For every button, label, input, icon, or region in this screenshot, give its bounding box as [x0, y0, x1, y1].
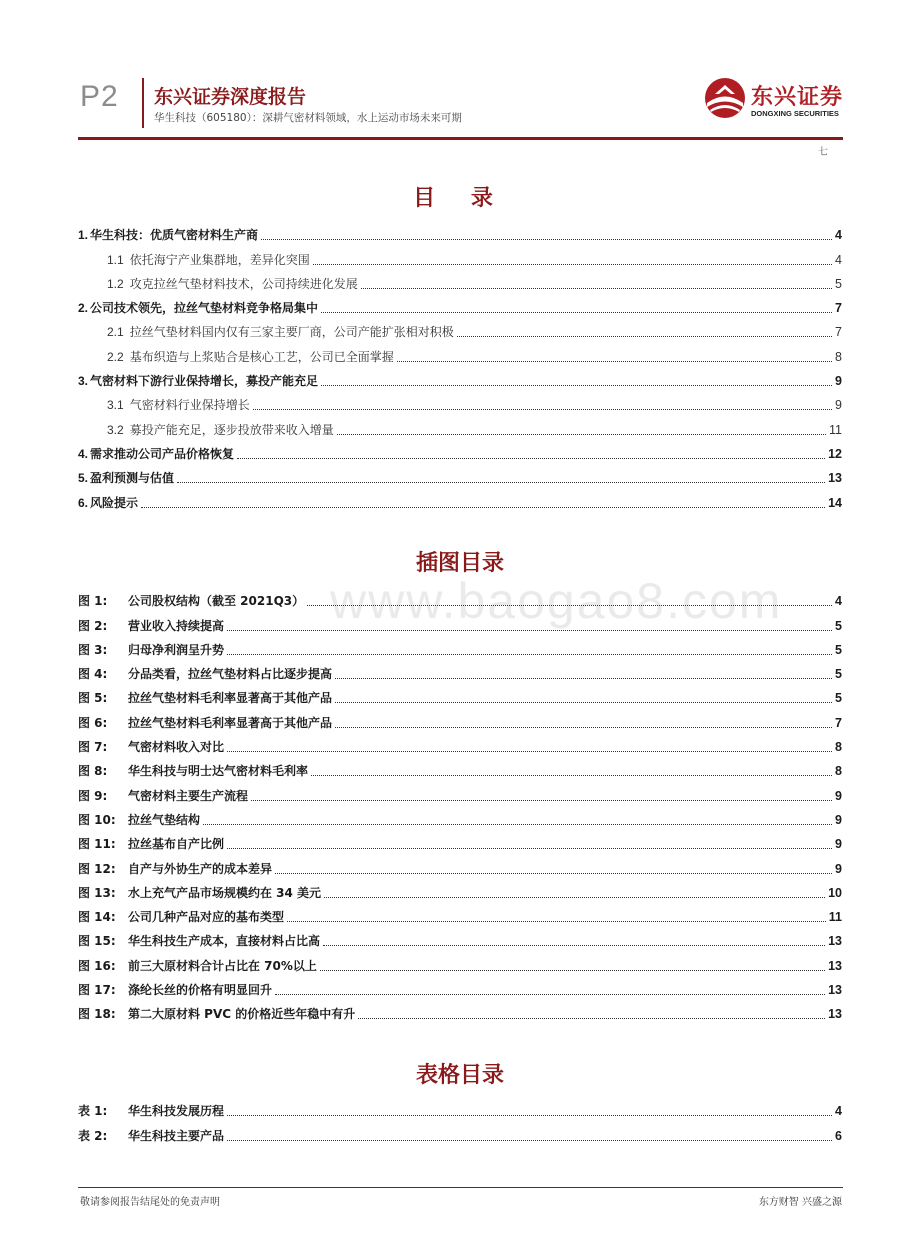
figure-entry-text: 公司几种产品对应的基布类型 — [128, 910, 285, 925]
toc-entry[interactable] — [78, 268, 842, 292]
toc-entry-text: 华生科技：优质气密材料生产商 — [90, 228, 259, 243]
figure-entry-text: 涤纶长丝的价格有明显回升 — [128, 983, 273, 998]
figure-entry-page: 7 — [835, 715, 842, 730]
toc-entry-number: 2.1 — [107, 325, 124, 340]
toc-entry-label — [78, 374, 318, 389]
figure-entry[interactable] — [78, 852, 842, 876]
logo-text-en: DONGXING SECURITIES — [751, 109, 839, 118]
figure-entry-label — [78, 667, 332, 682]
toc-entry-number: 3.2 — [107, 422, 124, 437]
table-entry-page: 6 — [835, 1128, 842, 1143]
figure-entry-number: 图 15: — [78, 934, 116, 949]
figure-entry-text: 拉丝气垫材料毛利率显著高于其他产品 — [128, 691, 333, 706]
figure-entry-label — [78, 910, 284, 925]
figure-entry-label — [78, 691, 332, 706]
figure-entry-text: 分品类看，拉丝气垫材料占比逐步提高 — [128, 667, 333, 682]
figure-entry[interactable] — [78, 585, 842, 609]
figure-entry-page: 5 — [835, 667, 842, 682]
figure-entry-number: 图 5: — [78, 691, 108, 706]
dot-leader — [321, 312, 832, 313]
figure-entry-label — [78, 886, 321, 901]
figure-entry-page: 5 — [835, 618, 842, 633]
figure-entry[interactable] — [78, 877, 842, 901]
toc-entry-page: 11 — [829, 422, 842, 437]
dot-leader — [141, 507, 825, 508]
toc-entry-page: 9 — [835, 374, 842, 389]
dot-leader — [335, 702, 832, 703]
figure-entry-page: 9 — [835, 812, 842, 827]
toc-entry-text: 拉丝气垫材料国内仅有三家主要厂商，公司产能扩张相对积极 — [129, 325, 454, 340]
toc-title: 目 录 — [413, 186, 507, 211]
toc-entry-page: 12 — [828, 446, 842, 461]
toc-entry-label — [107, 350, 394, 365]
toc-entry-number: 5. — [78, 471, 89, 486]
dot-leader — [253, 409, 832, 410]
figure-entry-label — [78, 934, 320, 949]
toc-entry[interactable] — [78, 365, 842, 389]
figure-entry-page: 13 — [828, 1007, 842, 1022]
figure-entry-number: 图 9: — [78, 788, 108, 803]
figure-entry-page: 8 — [835, 764, 842, 779]
figure-entry-page: 13 — [828, 983, 842, 998]
header-divider — [142, 78, 144, 128]
report-subtitle: 华生科技（605180）：深耕气密材料领域，水上运动市场未来可期 — [154, 112, 462, 124]
toc-entry[interactable] — [78, 486, 842, 510]
figure-entry-number: 图 3: — [78, 642, 108, 657]
figure-entry-page: 9 — [835, 837, 842, 852]
figure-entry[interactable] — [78, 974, 842, 998]
dot-leader — [227, 848, 832, 849]
dot-leader — [227, 630, 832, 631]
figure-entry-label — [78, 619, 224, 634]
table-entry-text: 华生科技发展历程 — [128, 1104, 225, 1119]
toc-entry-label — [107, 398, 250, 413]
toc-list — [78, 219, 842, 511]
figure-entry-label — [78, 740, 224, 755]
dot-leader — [275, 994, 825, 995]
logo-emblem-icon — [703, 76, 747, 120]
toc-entry-text: 公司技术领先，拉丝气垫材料竞争格局集中 — [90, 301, 319, 316]
figure-entry-number: 图 17: — [78, 983, 116, 998]
toc-entry[interactable] — [78, 462, 842, 486]
toc-entry-page: 14 — [828, 495, 842, 510]
toc-entry-page: 8 — [835, 349, 842, 364]
toc-entry-page: 4 — [835, 228, 842, 243]
toc-entry-number: 1.2 — [107, 276, 124, 291]
figure-entry-text: 前三大原材料合计占比在 70%以上 — [128, 958, 317, 973]
toc-entry-text: 气密材料下游行业保持增长，募投产能充足 — [90, 374, 319, 389]
figure-entry-number: 图 7: — [78, 740, 108, 755]
figure-entry[interactable] — [78, 804, 842, 828]
figure-entry-label — [78, 862, 272, 877]
figure-entry-page: 5 — [835, 691, 842, 706]
dot-leader — [457, 336, 832, 337]
dot-leader — [324, 897, 825, 898]
dot-leader — [307, 605, 832, 606]
figures-list — [78, 585, 842, 1022]
toc-entry-label — [78, 301, 318, 316]
table-entry-number: 表 2: — [78, 1128, 108, 1143]
toc-entry-label — [107, 325, 454, 340]
figure-entry-number: 图 8: — [78, 764, 108, 779]
footer-disclaimer: 敬请参阅报告结尾处的免责声明 — [80, 1197, 220, 1208]
toc-entry-label — [107, 423, 334, 438]
toc-entry-page: 4 — [835, 252, 842, 267]
toc-entry[interactable] — [78, 316, 842, 340]
figure-entry[interactable] — [78, 901, 842, 925]
figure-entry-text: 拉丝基布自产比例 — [128, 837, 225, 852]
figure-entry-number: 图 11: — [78, 837, 116, 852]
dot-leader — [227, 654, 832, 655]
toc-entry-page: 7 — [835, 325, 842, 340]
toc-entry-label — [78, 496, 138, 511]
dot-leader — [397, 361, 832, 362]
toc-entry-page: 7 — [835, 301, 842, 316]
figure-entry-text: 气密材料收入对比 — [128, 740, 225, 755]
toc-entry-text: 需求推动公司产品价格恢复 — [90, 446, 235, 461]
table-entry-label — [78, 1104, 224, 1119]
dot-leader — [227, 751, 832, 752]
toc-entry[interactable] — [78, 389, 842, 413]
figure-entry[interactable] — [78, 658, 842, 682]
figure-entry[interactable] — [78, 925, 842, 949]
toc-entry-label — [78, 447, 234, 462]
figure-entry-label — [78, 764, 308, 779]
figure-entry-number: 图 18: — [78, 1007, 116, 1022]
toc-entry-number: 1. — [78, 228, 89, 243]
toc-entry[interactable] — [78, 340, 842, 364]
figure-entry-label — [78, 837, 224, 852]
figure-entry[interactable] — [78, 949, 842, 973]
toc-entry-page: 9 — [835, 398, 842, 413]
table-entry-text: 华生科技主要产品 — [128, 1128, 225, 1143]
dot-leader — [203, 824, 832, 825]
watermark: www.baogao8.com — [330, 573, 783, 629]
toc-entry-text: 气密材料行业保持增长 — [129, 398, 250, 413]
table-entry[interactable] — [78, 1095, 842, 1119]
figure-entry-number: 图 2: — [78, 618, 108, 633]
figure-entry[interactable] — [78, 609, 842, 633]
dot-leader — [227, 1140, 832, 1141]
figure-entry-text: 拉丝气垫结构 — [128, 812, 201, 827]
dot-leader — [321, 385, 832, 386]
company-logo — [703, 76, 843, 128]
figure-entry-label — [78, 716, 332, 731]
page-number: P2 — [80, 80, 119, 113]
dot-leader — [361, 288, 832, 289]
toc-entry-label — [78, 471, 174, 486]
dot-leader — [227, 1115, 832, 1116]
figure-entry-number: 图 6: — [78, 715, 108, 730]
table-entry-label — [78, 1129, 224, 1144]
dot-leader — [358, 1018, 825, 1019]
figure-entry-text: 水上充气产品市场规模约在 34 美元 — [128, 885, 322, 900]
figure-entry-page: 11 — [828, 910, 842, 925]
toc-entry[interactable] — [78, 243, 842, 267]
figure-entry-number: 图 16: — [78, 958, 116, 973]
figure-entry-text: 归母净利润呈升势 — [128, 642, 225, 657]
dot-leader — [275, 873, 832, 874]
figure-entry-number: 图 4: — [78, 667, 108, 682]
figure-entry-text: 拉丝气垫材料毛利率显著高于其他产品 — [128, 715, 333, 730]
toc-entry-number: 2.2 — [107, 349, 124, 364]
toc-entry-text: 攻克拉丝气垫材料技术，公司持续进化发展 — [129, 276, 358, 291]
figure-entry-label — [78, 789, 248, 804]
figure-entry-text: 华生科技与明士达气密材料毛利率 — [128, 764, 309, 779]
toc-entry[interactable] — [78, 219, 842, 243]
toc-entry-number: 6. — [78, 495, 89, 510]
toc-entry-number: 2. — [78, 301, 89, 316]
figure-entry-label — [78, 643, 224, 658]
dot-leader — [335, 678, 832, 679]
toc-entry[interactable] — [78, 413, 842, 437]
figure-entry-number: 图 12: — [78, 861, 116, 876]
table-entry-number: 表 1: — [78, 1104, 108, 1119]
toc-entry[interactable] — [78, 292, 842, 316]
figure-entry-text: 第二大原材料 PVC 的价格近些年稳中有升 — [128, 1007, 356, 1022]
footer-rule — [78, 1187, 843, 1188]
toc-entry-page: 5 — [835, 276, 842, 291]
toc-entry-label — [107, 253, 310, 268]
dot-leader — [323, 945, 825, 946]
corner-mark: 七 — [818, 147, 828, 158]
header-rule — [78, 137, 843, 140]
figure-entry-text: 气密材料主要生产流程 — [128, 788, 249, 803]
figure-entry-text: 营业收入持续提高 — [128, 618, 225, 633]
toc-entry-text: 依托海宁产业集群地，差异化突围 — [129, 252, 310, 267]
report-title: 东兴证券深度报告 — [154, 86, 307, 108]
tables-list — [78, 1095, 842, 1144]
table-entry-page: 4 — [835, 1104, 842, 1119]
toc-entry-page: 13 — [828, 471, 842, 486]
dot-leader — [287, 921, 826, 922]
logo-text-cn: 东兴证券 — [751, 85, 844, 110]
figure-entry-page: 13 — [828, 958, 842, 973]
figure-entry-page: 10 — [828, 885, 842, 900]
figure-entry-number: 图 10: — [78, 812, 116, 827]
toc-entry-number: 4. — [78, 446, 89, 461]
toc-entry-number: 1.1 — [107, 252, 124, 267]
toc-entry-number: 3.1 — [107, 398, 124, 413]
figure-entry-label — [78, 983, 272, 998]
figures-title: 插图目录 — [415, 551, 504, 576]
dot-leader — [311, 775, 832, 776]
table-entry[interactable] — [78, 1119, 842, 1143]
figure-entry[interactable] — [78, 634, 842, 658]
figure-entry-page: 4 — [835, 594, 842, 609]
dot-leader — [251, 800, 832, 801]
figure-entry-label — [78, 1007, 355, 1022]
figure-entry[interactable] — [78, 706, 842, 730]
figure-entry[interactable] — [78, 731, 842, 755]
figure-entry-label — [78, 594, 304, 609]
dot-leader — [335, 727, 832, 728]
toc-entry-text: 基布织造与上浆贴合是核心工艺，公司已全面掌握 — [129, 349, 394, 364]
figure-entry-page: 5 — [835, 642, 842, 657]
toc-entry-text: 募投产能充足，逐步投放带来收入增量 — [129, 422, 334, 437]
figure-entry-number: 图 14: — [78, 910, 116, 925]
figure-entry-label — [78, 813, 200, 828]
figure-entry[interactable] — [78, 828, 842, 852]
toc-entry[interactable] — [78, 438, 842, 462]
figure-entry-text: 公司股权结构（截至 2021Q3） — [128, 594, 305, 609]
figure-entry[interactable] — [78, 682, 842, 706]
dot-leader — [337, 434, 826, 435]
tables-title: 表格目录 — [415, 1063, 504, 1088]
toc-entry-number: 3. — [78, 374, 89, 389]
figure-entry-text: 自产与外协生产的成本差异 — [128, 861, 273, 876]
figure-entry-page: 13 — [828, 934, 842, 949]
figure-entry-page: 8 — [835, 740, 842, 755]
figure-entry-page: 9 — [835, 788, 842, 803]
footer-slogan: 东方财智 兴盛之源 — [758, 1197, 842, 1208]
dot-leader — [320, 970, 825, 971]
dot-leader — [261, 239, 832, 240]
figure-entry[interactable] — [78, 755, 842, 779]
dot-leader — [313, 264, 832, 265]
dot-leader — [237, 458, 825, 459]
figure-entry-number: 图 13: — [78, 885, 116, 900]
figure-entry-label — [78, 959, 317, 974]
figure-entry[interactable] — [78, 779, 842, 803]
toc-entry-label — [107, 277, 358, 292]
figure-entry-text: 华生科技生产成本，直接材料占比高 — [128, 934, 321, 949]
figure-entry-number: 图 1: — [78, 594, 108, 609]
toc-entry-label — [78, 228, 258, 243]
toc-entry-text: 盈利预测与估值 — [90, 471, 175, 486]
figure-entry-page: 9 — [835, 861, 842, 876]
dot-leader — [177, 482, 825, 483]
figure-entry[interactable] — [78, 998, 842, 1022]
toc-entry-text: 风险提示 — [90, 495, 139, 510]
